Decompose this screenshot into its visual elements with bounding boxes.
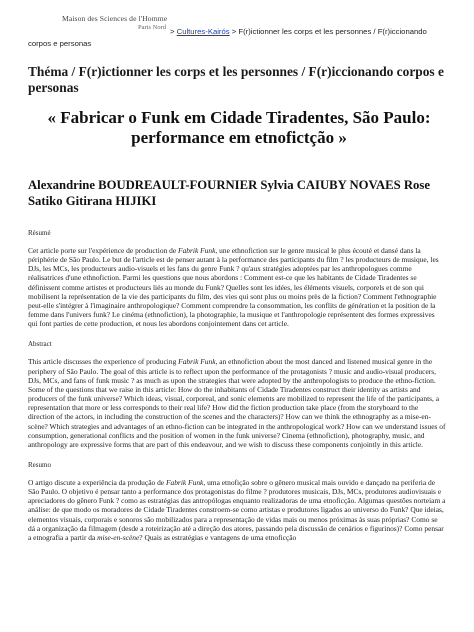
resumo-film-title: Fabrik Funk [165, 477, 204, 487]
article-title: « Fabricar o Funk em Cidade Tiradentes, São Paulo: performance em etnofictção » [47, 108, 431, 147]
abstract-paragraph [28, 357, 446, 449]
article-authors: Alexandrine BOUDREAULT-FOURNIER Sylvia CAIUBY NOVAES Rose Satiko Gitirana HIJIKI [28, 178, 430, 208]
breadcrumb-separator: > [170, 27, 175, 36]
resume-text-start: Cet article porte sur l'expérience de production de [28, 246, 179, 255]
breadcrumb-separator: > [231, 27, 237, 36]
breadcrumb-current-continued: corpos e personas [28, 39, 92, 48]
abstract-film-title: Fabrik Funk [178, 357, 216, 367]
resumo-label: Resumo [28, 460, 51, 469]
logo-line-2: Paris Nord [138, 24, 166, 31]
resumo-text-middle: , uma etnofição sobre o gênero musical mais ouvido e dançado na periferia de São Paulo. O objetivo é pensar tanto a performance dos protagonistas do filme ? produtores musicais, DJs, MCs, produtores audiovisuais e apreciadores do gênero Funk ? como as estratégias das antropólogas enquanto realizadoras de uma etnoficção. Algumas questões norteiam a análise: de que modo os moradores de Cidade Tiradentes constroem-se como artistas e produtores ligados ao universo do Funk? Que ideias, elementos visuais, corporais e sonoros são mobilizados para a representação de vidas mais ou menos próximas às suas próprias? Como se dá a organização da filmagem (desde a roteirização até a direção dos atores, passando pela discussão de cenários e figurinos)? Como pensar a etnografia a partir da [28, 477, 446, 542]
theme-heading: Théma / F(r)ictionner les corps et les personnes / F(r)iccionando corpos e personas [28, 64, 444, 95]
breadcrumb-link-cultures-kairos[interactable]: Cultures-Kairós [176, 27, 230, 36]
resume-paragraph [28, 246, 446, 328]
resume-text-rest: , une ethnofiction sur le genre musical le plus écouté et dansé dans la périphérie de São Paulo. Le but de l'article est de penser autant à la performance des participants du film ? les producteurs de musique, les DJs, les MCs, les producteurs audio-visuels et les fans du genre Funk ? qu'aux stratégies adoptées par les anthropologues comme réalisatrices d'une ethnofiction. Parmi les questions que nous abordons : Comment est-ce que les habitants de Cidade Tiradentes se définissent comme artistes et producteurs liés au monde du Funk? Quelles sont les idées, les éléments visuels, corporels et de son qui mobilisent la représentation de la vie des participants du film, des vies qui sont plus ou moins près de la fiction? Comment l'ethnographie peut-elle s'intégrer à l'imaginaire anthropologique? Comment comprendre la consommation, les conflits de génération et la position de la femme dans l'univers funk? Le cinéma (ethnofiction), la photographie, la musique et l'anthropologie représentent des formes expressives qui font parties de cette production, et nous les abordons conjointement dans cet article. [28, 246, 439, 329]
abstract-label: Abstract [28, 340, 52, 349]
resume-film-title: Fabrik Funk [178, 246, 216, 255]
logo-line-1: Maison des Sciences de l'Homme [62, 14, 168, 23]
breadcrumb [170, 27, 427, 36]
resumo-paragraph [28, 478, 446, 542]
resume-label: Résumé [28, 229, 51, 237]
resumo-text-start: O artigo discute a experiência da produção de [28, 477, 166, 487]
resumo-text-end: ? Quais as estratégias e vantagens de uma etnoficção [139, 532, 297, 542]
breadcrumb-current: F(r)ictionner les corps et les personnes / F(r)iccionando [238, 27, 427, 36]
abstract-text-rest: , an ethnofiction about the most danced and listened musical genre in the periphery of São Paulo. The goal of this article is to reflect upon the performance of the protagonists ? music and audio-visual producers, DJs, MCs, and fans of funk music ? as much as upon the strategies that were adopted by the anthropologists to produce the ethno-fiction. Some of the questions that we raise in this article: How do the inhabitants of Cidade Tiradentes construct their identity as artists and producers of the funk universe? Which ideas, visual, corporeal, and sonic elements are mobilized to represent the life of the participants, a representation that more or less corresponds to their real life? How did the fiction production take place (from the storyboard to the direction of the actors, in including the construction of the scenes and the characters)? How can we think the ethnography as a mise-en-scène? Which strategies and advantages of an ethno-fiction can be integrated in the anthropological work? How can we understand issues of consumption, generational conflicts and the position of women in the funk universe? Cinema (ethnofiction), photography, music, and anthropology are expressive forms that are part of this endeavour, and we wish to discuss these components conjointly in this article. [28, 357, 446, 449]
resumo-mise-en-scene: mise-en-scène [97, 532, 140, 542]
abstract-text-start: This article discusses the experience of producing [28, 357, 179, 367]
site-header [28, 12, 446, 48]
